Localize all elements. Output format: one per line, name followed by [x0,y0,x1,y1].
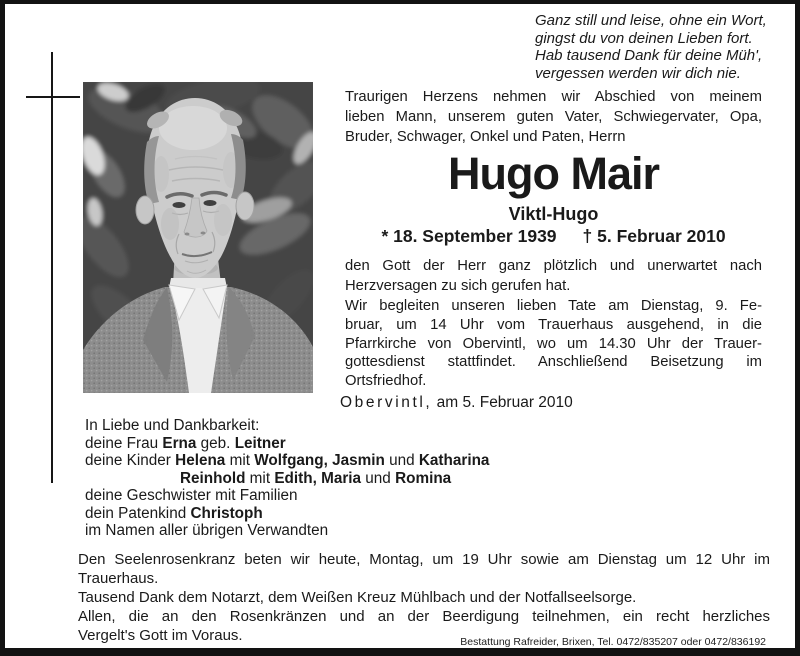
memorial-poem [535,12,767,82]
rosary-notice [78,551,770,589]
text-line: Trauerhaus. [78,569,159,587]
text-line: Ortsfriedhof. [345,373,427,390]
text-line: gingst du von deinen Lieben fort. [535,29,753,47]
text-line: Bruder, Schwager, Onkel und Paten, Herrn [345,129,626,145]
text-line: Herzversagen zu sich gerufen hat. [345,277,571,294]
death-date: † 5. Februar 2010 [582,226,726,246]
life-dates [345,225,762,247]
mourner-line: deine Kinder Helena mit Wolfgang, Jasmin und Katharina [85,452,490,469]
mourner-line: Reinhold mit Edith, Maria und Romina [180,469,452,487]
text-line: Allen, die an den Rosenkränzen und an der Beerdigung teilnehmen, ein recht herzliches [78,607,770,625]
date-text: am 5. Februar 2010 [432,394,573,411]
portrait-photo [83,82,313,393]
text-line: Hab tausend Dank für deine Müh', [535,47,763,64]
funeral-info-paragraph [345,297,762,391]
text-line: gottesdienst stattfindet. Anschließend Beisetzung im [345,354,762,371]
text-line: vergessen werden wir dich nie. [535,64,741,82]
mourner-line: In Liebe und Dankbarkeit: [85,417,260,434]
birth-date: * 18. September 1939 [381,226,557,246]
text-line: Vergelt's Gott im Voraus. [78,626,243,644]
thanks-notice [78,589,770,608]
place-date-line [340,394,573,412]
cross-horizontal-bar [26,96,80,98]
text-line: bruar, um 14 Uhr vom Trauerhaus ausgehend, in die [345,316,762,333]
mourner-line: im Namen aller übrigen Verwandten [85,522,329,539]
text-line: lieben Mann, unserem guten Vater, Schwiegervater, Opa, [345,109,762,125]
funeral-home-credit: Bestattung Rafreider, Brixen, Tel. 0472/835207 oder 0472/836192 [460,636,766,648]
text-line: Wir begleiten unseren lieben Tate am Dienstag, 9. Fe- [345,298,762,314]
text-line: Ganz still und leise, ohne ein Wort, [535,12,767,29]
mourners-list [85,417,489,540]
text-line: den Gott der Herr ganz plötzlich und unerwartet nach [345,258,762,274]
mourner-line: deine Geschwister mit Familien [85,487,298,504]
deceased-name: Hugo Mair [448,148,659,199]
death-cause-paragraph [345,257,762,296]
intro-paragraph [345,87,762,147]
text-line: Tausend Dank dem Notarzt, dem Weißen Kreuz Mühlbach und der Notfallseelsorge. [78,588,637,606]
text-line: Den Seelenrosenkranz beten wir heute, Montag, um 19 Uhr sowie am Dienstag um 12 Uhr im [78,551,770,568]
deceased-nickname: Viktl-Hugo [508,204,599,224]
place-name: Obervintl, [340,394,433,411]
cross-vertical-bar [51,52,53,483]
mourner-line: dein Patenkind Christoph [85,504,263,522]
notices-block [78,551,770,646]
text-line: Pfarrkirche von Obervintl, wo um 14.30 Uhr der Trauer- [345,335,762,352]
text-line: Traurigen Herzens nehmen wir Abschied von meinem [345,89,762,105]
mourner-line: deine Frau Erna geb. Leitner [85,434,286,452]
